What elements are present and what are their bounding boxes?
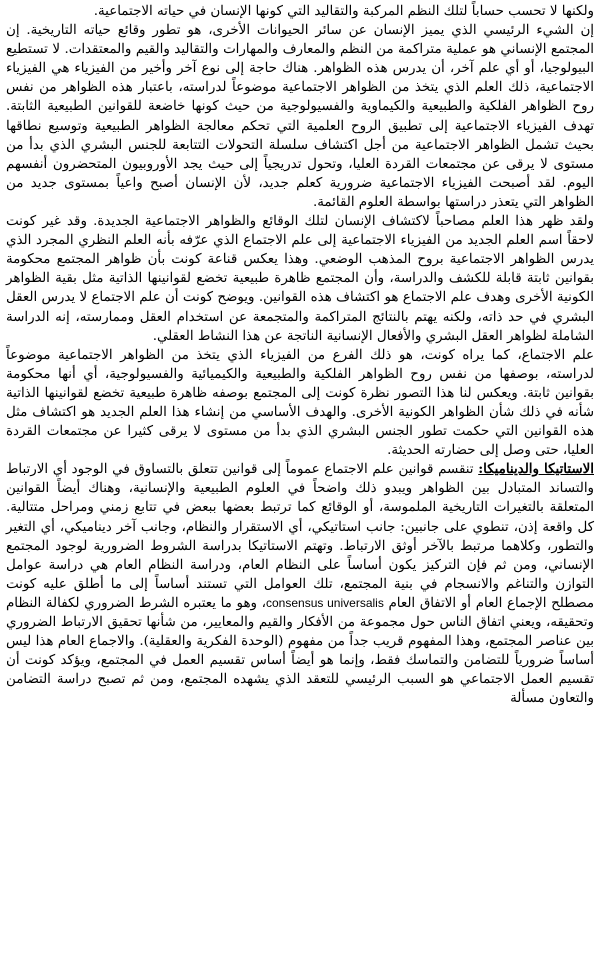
paragraph-sociology-definition: علم الاجتماع، كما يراه كونت، هو ذلك الفرع من الفيزياء الذي يتخذ من الظواهر الاجتماعية موضوعاً لدراسته، بوصفها من نفس روح الظواهر الفلكية والطبيعية والكيميائية والفسيولوجية، أي أنها محكومة بقوانين ثابتة. ويعكس لنا هذا التصور نظرة كونت إلى المجتمع بوصفه ظاهرة طبيعية تخضع لقوانينها الذاتية شأنه في ذلك شأن الظواهر الكونية الأخرى. والهدف الأساسي من إنشاء هذا العلم الجديد هو اكتشاف مثل هذه القوانين التي حكمت تطور الجنس البشري الذي بدأ من مستوى لا يرقى كثيرا عن مجتمعات القردة العليا، حتى وصل إلى حضارته الحديثة. — [6, 347, 594, 459]
statics-text-part-2: ، وهو ما يعتبره الشرط الضروري لكفالة النظام وتحقيقه، ويعني اتفاق الناس حول مجموعة من الأفكار والقيم والمعايير، من شأنها تحقيق الارتباط الضروري بين عناصر المجتمع، وهذا المفهوم قريب جداً من مفهوم (الوحدة الفكرية والعقلية). والاجماع العام هذا ليس أساساً ضرورياً للتضامن والتماسك فقط، وإنما هو أيضاً أساس تقسيم العمل في المجتمع، ويؤكد كونت أن تقسيم العمل الاجتماعي هو السبب الرئيسي للتعقد الذي يشهده المجتمع، ومن ثم تصبح دراسة التضامن والتعاون مسألة — [6, 595, 594, 707]
statics-text-part-1: تنقسم قوانين علم الاجتماع عموماً إلى قوانين تتعلق بالتساوق في الوجود أي الارتباط والتساند المتبادل بين الظواهر ويبدو ذلك واضحاً في العلوم الطبيعية والإنسانية، وهناك أيضاً القوانين المتعلقة بالتغيرات التاريخية الملموسة، أو الوقائع كما ترتبط بعضها ببعض في تتابع زمني ومراحل متتالية. كل واقعة إذن، تنطوي على جانبين: جانب استاتيكي، أي الاستقرار والنظام، وجانب آخر ديناميكي، أي التغير والتطور، وكلاهما مرتبط بالآخر أوثق الارتباط. وتهتم الاستاتيكا بدراسة الشروط الضرورية لوجود المجتمع الإنساني، ومن ثم فإن التركيز يكون أساساً على النظام العام، ودراسة النظام العام هي دراسة عوامل التوازن والتناغم والانسجام في بنية المجتمع، تلك العوامل التي تستند أساساً إلى ما أطلق عليه كونت مصطلح الإجماع العام أو الاتفاق العام — [6, 462, 594, 611]
paragraph-sociology-emergence: ولقد ظهر هذا العلم مصاحباً لاكتشاف الإنسان لتلك الوقائع والظواهر الاجتماعية الجديدة. وقد غير كونت لاحقاً اسم العلم الجديد من الفيزياء الاجتماعية إلى علم الاجتماع الذي عرّفه بأنه العلم النظري المجرد الذي يدرس الظواهر الاجتماعية بروح المذهب الوضعي. وهذا يعكس قناعة كونت بأن ظواهر المجتمع محكومة بقوانين ثابتة قابلة للكشف والدراسة، وأن المجتمع ظاهرة طبيعية تخضع لقوانينها الذاتية مثل بقية الظواهر الكونية الأخرى وهدف علم الاجتماع هو اكتشاف هذه القوانين. ويوضح كونت أن علم الاجتماع لا يدرس العقل البشري في حد ذاته، ولكنه يهتم بالنتائج المتراكمة والمتجمعة عن استخدام العقل وممارسته، إنه الدراسة الشاملة لظواهر العقل البشري والأفعال الإنسانية الناتجة عن هذا النشاط العقلي. — [6, 214, 594, 344]
latin-term: consensus universalis — [266, 595, 384, 610]
paragraph-intro: ولكنها لا تحسب حساباً لتلك النظم المركبة والتقاليد التي كونها الإنسان في حياته الاجتماعية. — [93, 4, 594, 19]
section-heading-statics-dynamics: الاستاتيكا والديناميكا: — [478, 461, 594, 478]
paragraph-statics-dynamics — [6, 460, 594, 708]
paragraph-human-distinction: إن الشيء الرئيسي الذي يميز الإنسان عن سائر الحيوانات الأخرى، هو تطور وقائع حياته التاريخية. إن المجتمع الإنساني هو عملية متراكمة من النظم والمعارف والمهارات والتقاليد والقيم والمعتقدات. لا تستطيع البيولوجيا، أو أي علم آخر، أن يدرس هذه الظواهر. هناك حاجة إلى نوع آخر وأخير من الفيزياء هي الفيزياء الاجتماعية، ذلك العلم الذي يتخذ من الظواهر الاجتماعية موضوعاً لدراسته، باعتبار هذه الظواهر من نفس روح الظواهر الفلكية والطبيعية والكيماوية والفسيولوجية من حيث كونها خاضعة للقوانين الطبيعية الثابتة. تهدف الفيزياء الاجتماعية إلى تطبيق الروح العلمية التي تحكم معالجة الظواهر الطبيعية وتوسيع نطاقها بحيث تشمل الظواهر الاجتماعية من أجل اكتشاف سلسلة التحولات التتابعة للجنس البشري الذي بدأ من مستوى لا يرقى عن مجتمعات القردة العليا، وتحول تدريجياً إلى حيث يجد الأوروبيون المتحضرون أنفسهم اليوم. لقد أصبحت الفيزياء الاجتماعية ضرورية كعلم جديد، لأن الإنسان أصبح واعياً بمستوى جديد من الظواهر التي يتعذر دراستها بواسطة العلوم القائمة. — [6, 23, 594, 210]
